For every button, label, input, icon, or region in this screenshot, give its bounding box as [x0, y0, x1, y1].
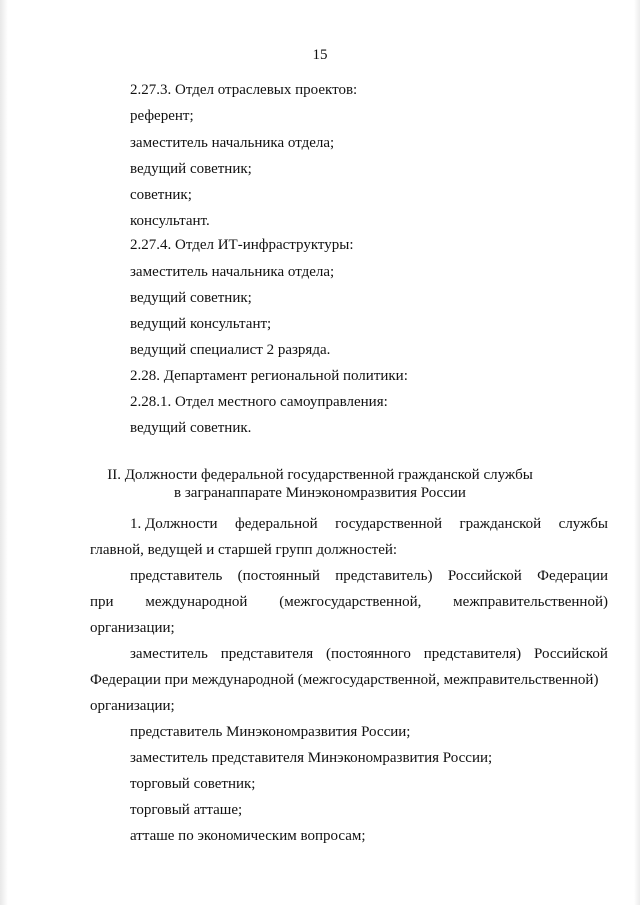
position-item: заместитель начальника отдела; [130, 135, 335, 151]
position-item: ведущий советник; [130, 290, 252, 306]
position-item: торговый советник; [130, 776, 256, 792]
word: представителя [220, 646, 314, 662]
page-left-shadow [0, 0, 8, 905]
position-item: заместитель начальника отдела; [130, 264, 335, 280]
word: при [90, 594, 114, 610]
word: представитель) [335, 568, 433, 584]
word: (межгосударственной, [279, 594, 422, 610]
paragraph-line: организации; [90, 620, 175, 636]
subsection-heading: 2.28.1. Отдел местного самоуправления: [130, 394, 388, 410]
position-item: заместитель представителя Минэкономразвития России; [130, 750, 493, 766]
paragraph-line: главной, ведущей и старшей групп должностей: [90, 542, 398, 558]
page-number: 15 [312, 47, 328, 63]
section-heading-line-2: в загранаппарате Минэкономразвития России [174, 485, 466, 501]
position-item: ведущий специалист 2 разряда. [130, 342, 331, 358]
page-right-shadow [634, 0, 640, 905]
word: заместитель [130, 646, 208, 662]
position-item: советник; [130, 187, 192, 203]
position-item: ведущий консультант; [130, 316, 272, 332]
position-item: атташе по экономическим вопросам; [130, 828, 366, 844]
word: службы [558, 516, 608, 532]
subsection-heading: 2.28. Департамент региональной политики: [130, 368, 408, 384]
paragraph-line [90, 593, 608, 611]
word: (постоянного [326, 646, 411, 662]
word: Российской [447, 568, 522, 584]
word: государственной [335, 516, 443, 532]
subsection-heading: 2.27.3. Отдел отраслевых проектов: [130, 82, 358, 98]
word: представитель [130, 568, 223, 584]
section-heading-line-1: II. Должности федеральной государственной гражданской службы [107, 467, 533, 483]
position-item: торговый атташе; [130, 802, 243, 818]
paragraph-line [130, 515, 608, 533]
position-item: референт; [130, 108, 194, 124]
paragraph-line: организации; [90, 698, 175, 714]
word: международной [145, 594, 248, 610]
position-item: представитель Минэкономразвития России; [130, 724, 411, 740]
paragraph-line [130, 567, 608, 585]
word: Российской [534, 646, 608, 662]
position-item: консультант. [130, 213, 210, 229]
word: представителя) [423, 646, 522, 662]
position-item: ведущий советник; [130, 161, 252, 177]
word: Федерации [537, 568, 608, 584]
paragraph-line [130, 645, 608, 663]
word: федеральной [235, 516, 318, 532]
word: межправительственной) [453, 594, 608, 610]
word: 1. Должности [130, 516, 218, 532]
position-item: ведущий советник. [130, 420, 252, 436]
word: гражданской [459, 516, 542, 532]
subsection-heading: 2.27.4. Отдел ИТ-инфраструктуры: [130, 237, 354, 253]
paragraph-line: Федерации при международной (межгосударственной, межправительственной) [90, 672, 599, 688]
word: (постоянный [237, 568, 320, 584]
